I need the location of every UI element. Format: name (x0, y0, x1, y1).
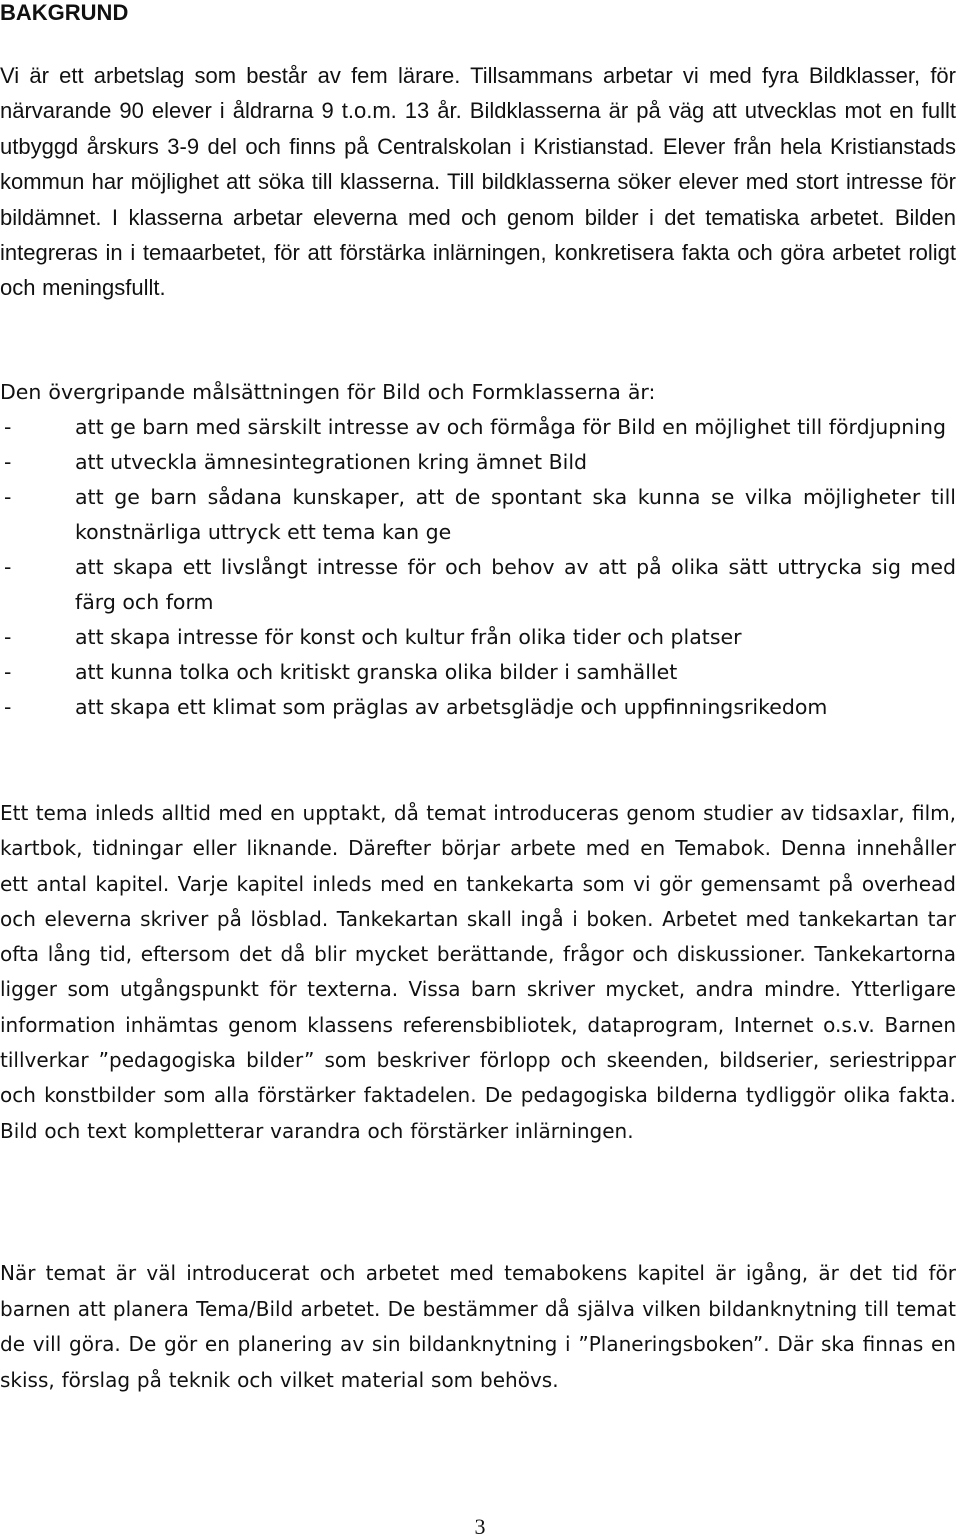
goal-text: att ge barn med särskilt intresse av och förmåga för Bild en möjlighet till fördjupning (75, 415, 946, 439)
page-number: 3 (474, 1514, 486, 1539)
theme-paragraph: Ett tema inleds alltid med en upptakt, då temat introduceras genom studier av tidsaxlar, film, kartbok, tidningar eller liknande. Därefter börjar arbete med en Temabok. Denna innehåller ett antal kapitel. Varje kapitel inleds med en tankekarta som vi gör gemensamt på overhead och eleverna skriver på lösblad. Tankekartan skall ingå i boken. Arbetet med tankekartan tar ofta lång tid, eftersom det då blir mycket berättande, frågor och diskussioner. Tankekartorna ligger som utgångspunkt för texterna. Vissa barn skriver mycket, andra mindre. Ytterligare information inhämtas genom klassens referensbibliotek, dataprogram, Internet o.s.v. Barnen tillverkar ”pedagogiska bilder” som beskriver förlopp och skeenden, bildserier, seriestrippar och konstbilder som alla förstärker faktadelen. De pedagogiska bilderna tydliggör olika fakta. Bild och text kompletterar varandra och förstärker inlärningen. (0, 801, 956, 1143)
list-dash: - (4, 415, 12, 439)
goal-item (0, 410, 956, 445)
intro-paragraph: Vi är ett arbetslag som består av fem lärare. Tillsammans arbetar vi med fyra Bildklasser, för närvarande 90 elever i åldrarna 9 t.o.m. 13 år. Bildklasserna är på väg att utvecklas mot en fullt utbyggd årskurs 3-9 del och finns på Centralskolan i Kristianstad. Elever från hela Kristianstads kommun har möjlighet att söka till klasserna. Till bildklasserna söker elever med stort intresse för bildämnet. I klasserna arbetar eleverna med och genom bilder i det tematiska arbetet. Bilden integreras in i temaarbetet, för att förstärka inlärningen, konkretisera fakta och göra arbetet roligt och meningsfullt. (0, 63, 956, 301)
planning-paragraph: När temat är väl introducerat och arbetet med temabokens kapitel är igång, är det tid för barnen att planera Tema/Bild arbetet. De bestämmer då själva vilken bildanknytning till temat de vill göra. De gör en planering av sin bildanknytning i ”Planeringsboken”. Där ska finnas en skiss, förslag på teknik och vilket material som behövs. (0, 1261, 956, 1392)
list-dash: - (4, 695, 12, 719)
list-dash: - (4, 485, 12, 509)
goal-text: att skapa ett klimat som präglas av arbetsglädje och uppfinningsrikedom (75, 695, 828, 719)
goal-item (0, 445, 956, 480)
goal-text: att utveckla ämnesintegrationen kring ämnet Bild (75, 450, 588, 474)
section-heading: BAKGRUND (0, 0, 129, 25)
goal-text: att kunna tolka och kritiskt granska olika bilder i samhället (75, 660, 678, 684)
goal-item (0, 655, 956, 690)
list-dash: - (4, 555, 12, 579)
goal-text: att skapa intresse för konst och kultur från olika tider och platser (75, 625, 742, 649)
goal-item (0, 550, 956, 620)
list-dash: - (4, 625, 12, 649)
goal-item (0, 480, 956, 550)
list-dash: - (4, 450, 12, 474)
goal-text: att ge barn sådana kunskaper, att de spontant ska kunna se vilka möjligheter till konstnärliga uttryck ett tema kan ge (75, 485, 956, 544)
list-dash: - (4, 660, 12, 684)
goal-text: att skapa ett livslångt intresse för och behov av att på olika sätt uttrycka sig med färg och form (75, 555, 956, 614)
goals-intro: Den övergripande målsättningen för Bild och Formklasserna är: (0, 380, 656, 404)
goal-item (0, 690, 956, 725)
goals-list (0, 410, 956, 725)
goal-item (0, 620, 956, 655)
